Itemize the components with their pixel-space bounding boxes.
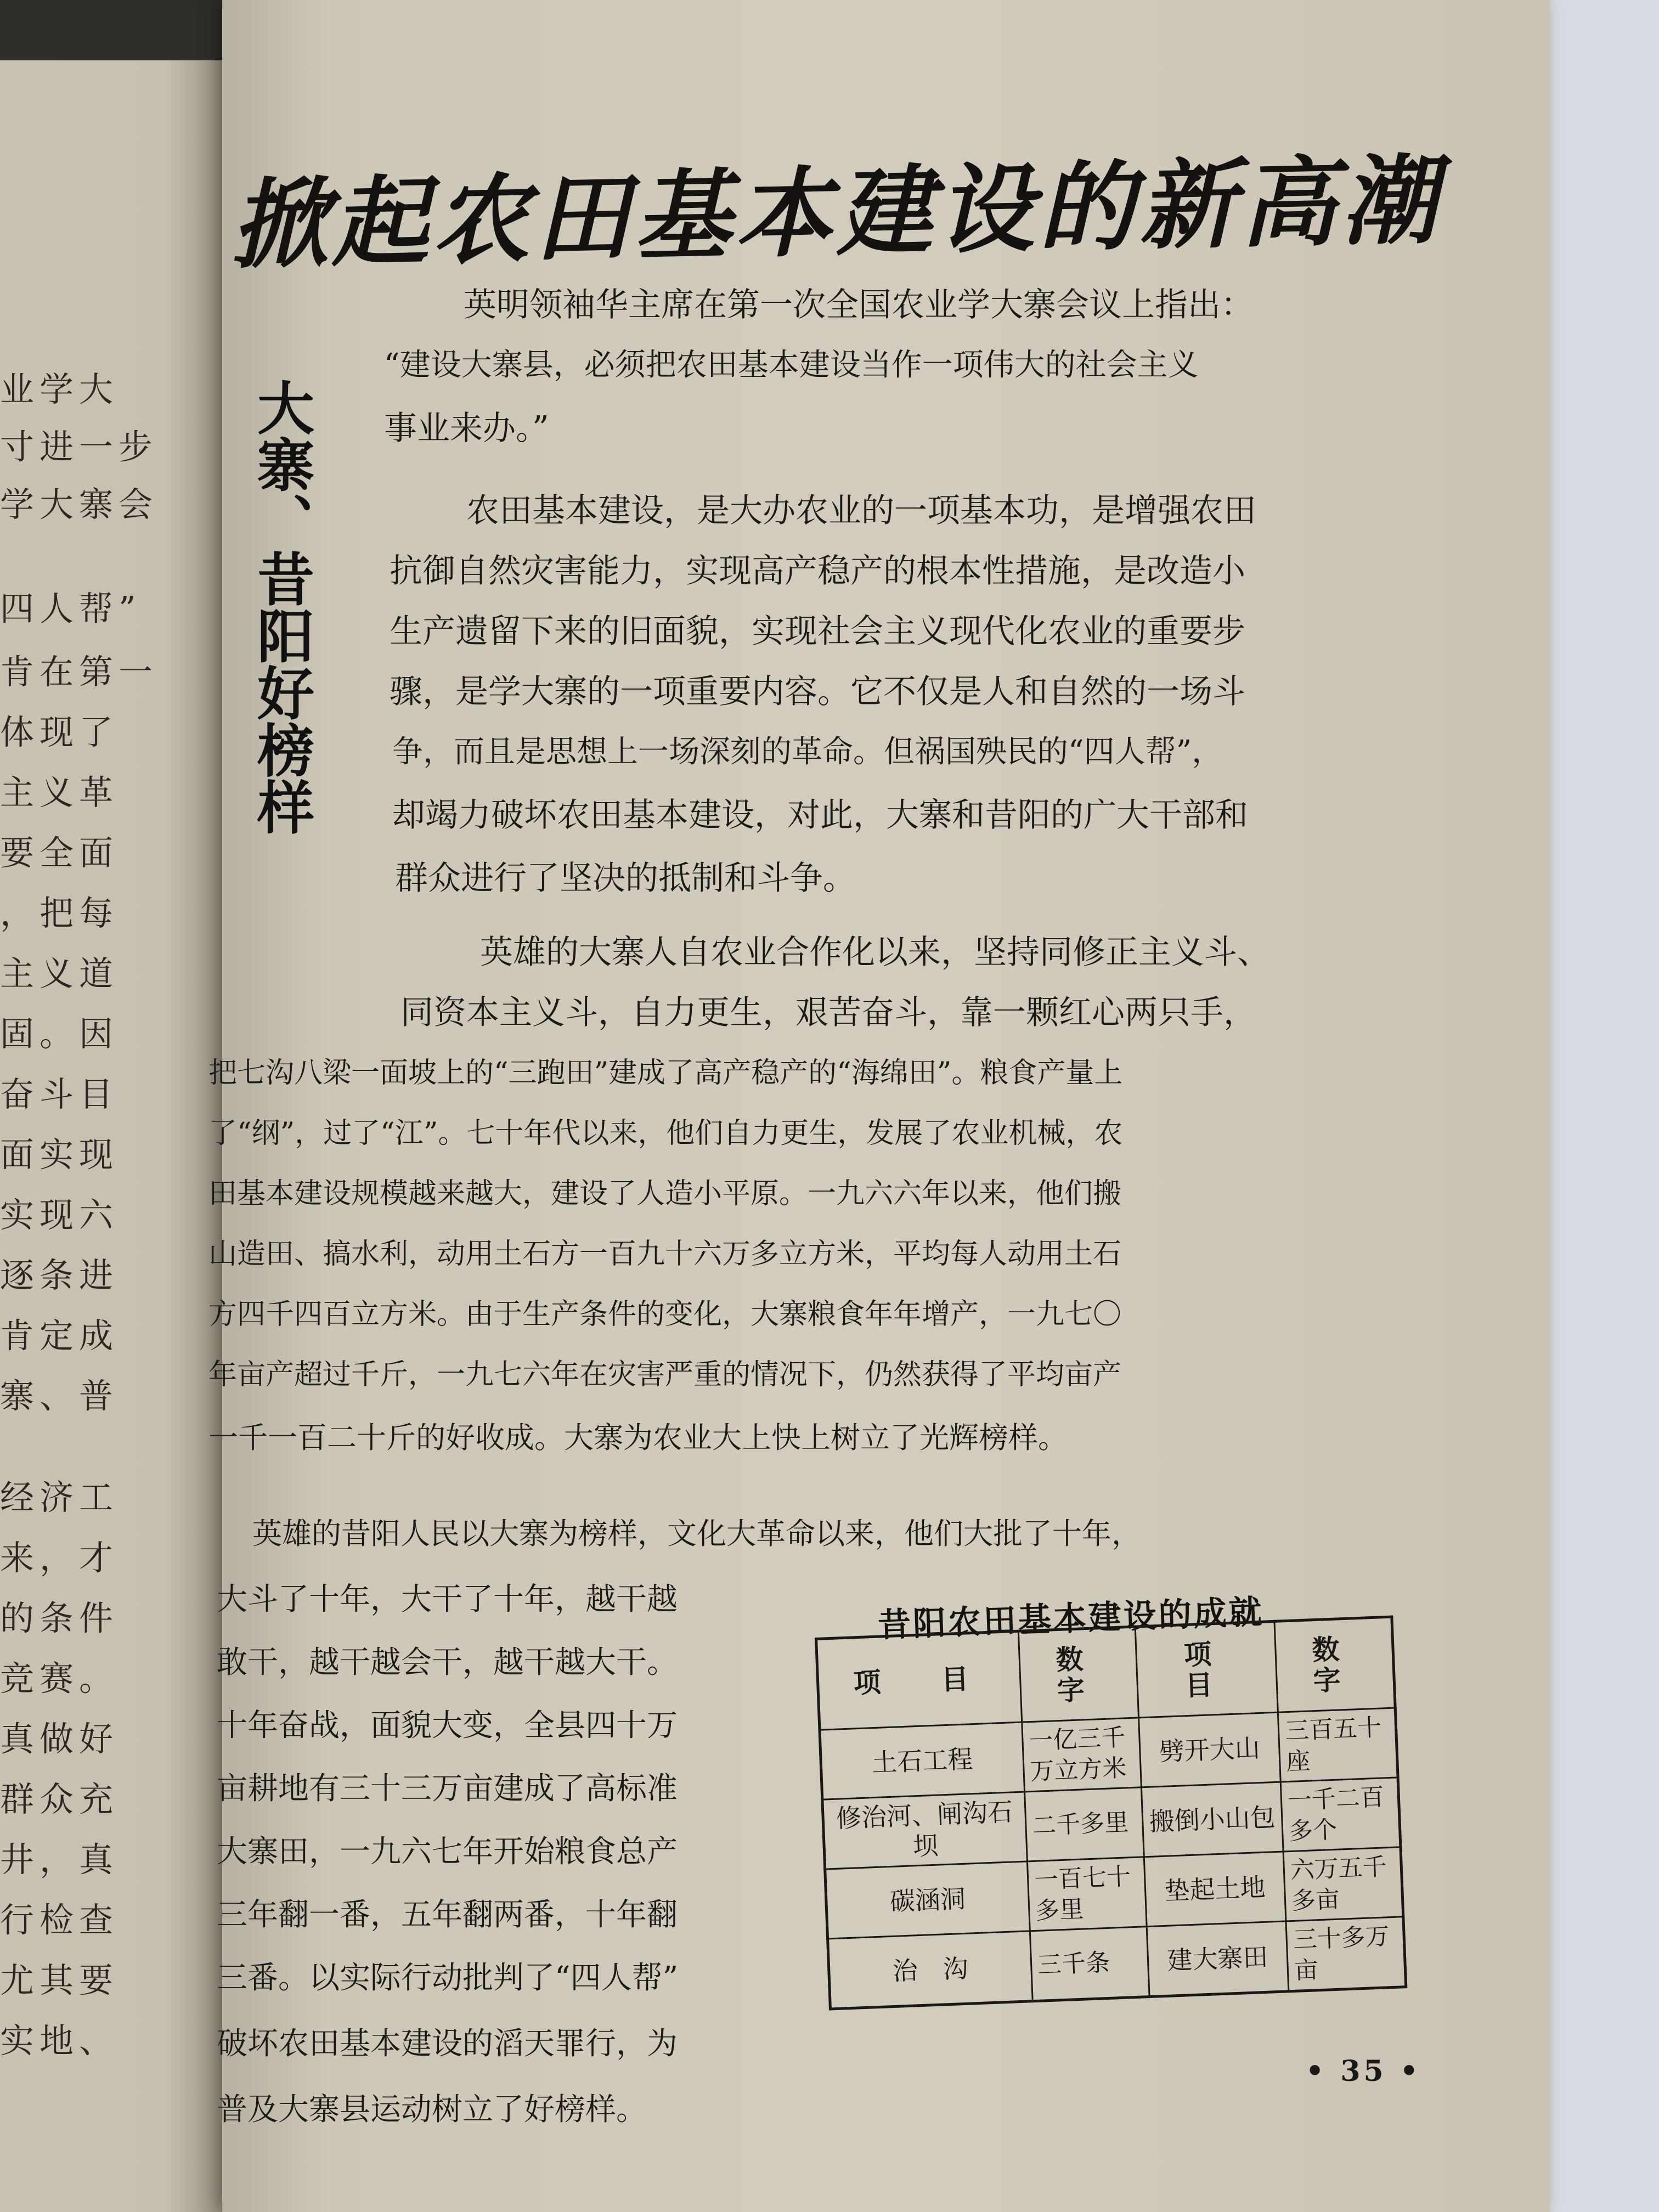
- article-line: 英雄的大寨人自农业合作化以来，坚持同修正主义斗、: [480, 933, 1270, 972]
- left-text-line: 肯在第一: [0, 652, 159, 692]
- article-line: 生产遗留下来的旧面貌，实现社会主义现代化农业的重要步: [390, 612, 1245, 651]
- article-line: 山造田、搞水利，动用土石方一百九十六万多立方米，平均每人动用土石: [208, 1238, 1122, 1271]
- article-line: 骤，是学大寨的一项重要内容。它不仅是人和自然的一场斗: [390, 673, 1245, 711]
- left-text-line: 群众充: [0, 1779, 119, 1819]
- article-line: 十年奋战，面貌大变，全县四十万: [217, 1708, 678, 1743]
- article-line: 把七沟八梁一面坡上的“三跑田”建成了高产稳产的“海绵田”。粮食产量上: [208, 1057, 1123, 1090]
- article-line: 大斗了十年，大干了十年，越干越: [217, 1582, 678, 1617]
- table-cell: 治 沟: [828, 1931, 1033, 2009]
- article-line: 方四千四百立方米。由于生产条件的变化，大寨粮食年年增产，一九七〇: [208, 1298, 1122, 1331]
- left-facing-page: [0, 0, 236, 2212]
- left-text-line: 行检查: [0, 1900, 119, 1940]
- table-cell: 一百七十多里: [1027, 1857, 1147, 1931]
- left-text-line: 实地、: [0, 2021, 119, 2061]
- left-text-line: 真做好: [0, 1719, 119, 1759]
- left-text-line: 主义革: [0, 772, 119, 812]
- table-header: 数 字: [1274, 1617, 1395, 1712]
- side-heading: 大寨、昔阳好榜样: [247, 379, 314, 835]
- article-line: 群众进行了坚决的抵制和斗争。: [395, 859, 856, 898]
- left-text-line: 固。因: [0, 1014, 119, 1054]
- table-cell: 碳涵洞: [825, 1861, 1030, 1939]
- left-text-line: 尤其要: [0, 1960, 119, 2000]
- achievements-table: [815, 1616, 1407, 2011]
- page-edge-shadow: [0, 0, 236, 60]
- left-text-line: 竞赛。: [0, 1658, 119, 1699]
- left-text-line: 主义道: [0, 953, 119, 994]
- article-line: 亩耕地有三十三万亩建成了高标准: [217, 1771, 678, 1807]
- table-cell: 土石工程: [820, 1722, 1024, 1799]
- table-cell: 三十多万亩: [1286, 1917, 1406, 1991]
- table-title: 昔阳农田基本建设的成就: [877, 1593, 1265, 1645]
- article-line: 一千一百二十斤的好收成。大寨为农业大上快上树立了光辉榜样。: [208, 1420, 1068, 1455]
- left-text-line: 的条件: [0, 1598, 119, 1638]
- left-text-line: 寸进一步: [0, 427, 159, 467]
- left-text-line: 体现了: [0, 712, 119, 752]
- left-text-line: 寨、普: [0, 1376, 119, 1416]
- table-header: 项 目: [816, 1631, 1022, 1730]
- table-cell: 垫起土地: [1144, 1852, 1286, 1927]
- left-text-line: 面实现: [0, 1135, 119, 1175]
- article-line: 田基本建设规模越来越大，建设了人造小平原。一九六六年以来，他们搬: [208, 1177, 1122, 1210]
- left-text-line: 经济工: [0, 1477, 119, 1517]
- article-title: 掀起农田基本建设的新高潮: [229, 143, 1443, 282]
- article-line: 争，而且是思想上一场深刻的革命。但祸国殃民的“四人帮”，: [392, 734, 1223, 770]
- article-line: 三番。以实际行动批判了“四人帮”: [217, 1960, 679, 1996]
- table-header: 数 字: [1018, 1627, 1138, 1722]
- article-line: “建设大寨县，必须把农田基本建设当作一项伟大的社会主义: [384, 347, 1199, 383]
- article-line: 农田基本建设，是大办农业的一项基本功，是增强农田: [466, 492, 1256, 530]
- left-text-line: 肯定成: [0, 1316, 119, 1356]
- left-text-line: 奋斗目: [0, 1074, 119, 1114]
- left-text-line: 逐条进: [0, 1255, 119, 1295]
- background: [1536, 0, 1659, 2212]
- table-cell: 建大寨田: [1147, 1921, 1289, 1997]
- article-line: 英雄的昔阳人民以大寨为榜样，文化大革命以来，他们大批了十年，: [252, 1516, 1141, 1551]
- article-line: 年亩产超过千斤，一九七六年在灾害严重的情况下，仍然获得了平均亩产: [208, 1358, 1122, 1391]
- left-text-line: ，把每: [0, 893, 119, 933]
- left-text-line: 四人帮”: [0, 589, 142, 629]
- article-line: 事业来办。”: [384, 409, 549, 448]
- table-header: 项 目: [1135, 1621, 1278, 1718]
- table-cell: 三千条: [1030, 1927, 1149, 2001]
- article-line: 破坏农田基本建设的滔天罪行，为: [217, 2026, 678, 2062]
- left-text-line: 学大寨会: [0, 484, 159, 524]
- left-text-line: 实现六: [0, 1195, 119, 1235]
- article-line: 了“纲”，过了“江”。七十年代以来，他们自力更生，发展了农业机械，农: [208, 1117, 1123, 1150]
- left-text-line: 井，真: [0, 1839, 119, 1880]
- article-line: 同资本主义斗，自力更生，艰苦奋斗，靠一颗红心两只手，: [400, 994, 1256, 1032]
- left-text-line: 业学大: [0, 369, 119, 409]
- article-line: 普及大寨县运动树立了好榜样。: [217, 2092, 647, 2128]
- article-line: 英明领袖华主席在第一次全国农业学大寨会议上指出：: [464, 286, 1254, 324]
- article-line: 敢干，越干越会干，越干越大干。: [217, 1645, 678, 1680]
- table-cell: 修治河、闸沟石坝: [822, 1792, 1027, 1869]
- table-cell: 劈开大山: [1138, 1712, 1280, 1787]
- table-cell: 一千二百多个: [1280, 1778, 1401, 1852]
- left-text-line: 来，才: [0, 1538, 119, 1578]
- table-cell: 六万五千多亩: [1283, 1847, 1403, 1921]
- table-cell: 一亿三千万立方米: [1022, 1718, 1142, 1792]
- article-line: 抗御自然灾害能力，实现高产稳产的根本性措施，是改造小: [390, 552, 1245, 590]
- article-line: 却竭力破坏农田基本建设，对此，大寨和昔阳的广大干部和: [392, 796, 1248, 834]
- table-cell: 搬倒小山包: [1141, 1782, 1283, 1857]
- article-line: 三年翻一番，五年翻两番，十年翻: [217, 1897, 678, 1933]
- table-cell: 三百五十座: [1278, 1708, 1398, 1782]
- left-text-line: 要全面: [0, 833, 119, 873]
- table-cell: 二千多里: [1024, 1787, 1144, 1861]
- article-line: 大寨田，一九六七年开始粮食总产: [217, 1834, 678, 1870]
- page-number: • 35 •: [1306, 2055, 1422, 2088]
